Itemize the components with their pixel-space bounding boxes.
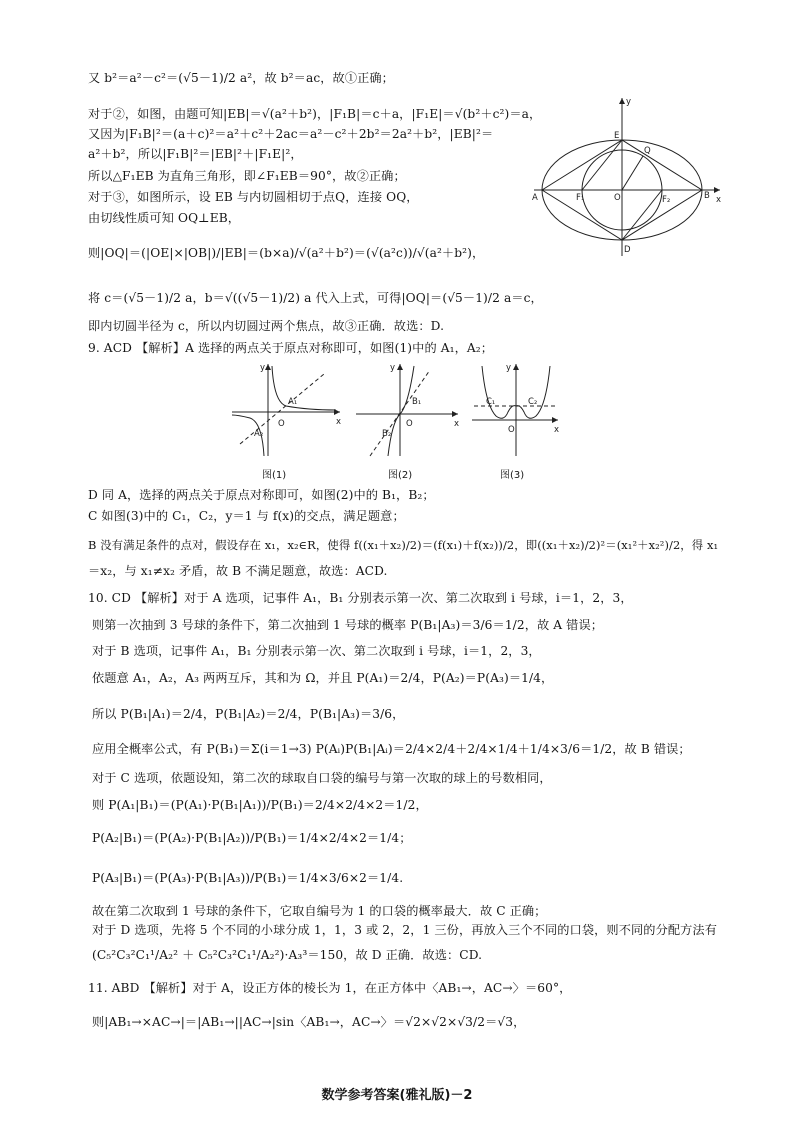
text-line: a²＋b²，所以|F₁B|²＝|EB|²＋|F₁E|²， (88, 147, 303, 161)
text-line: 应用全概率公式，有 P(B₁)＝Σ(i＝1→3) P(Aᵢ)P(B₁|Aᵢ)＝2/4×2/4＋2/4×1/4＋1/4×3/6＝1/2，故 B 错误； (92, 742, 691, 756)
x-axis-label: x (716, 195, 722, 205)
page-footer: 数学参考答案(雅礼版)－2 (321, 1088, 473, 1103)
text-line: 则 P(A₁|B₁)＝(P(A₁)·P(B₁|A₁))/P(B₁)＝2/4×2/4×2＝1/2， (92, 798, 428, 812)
x-axis-label: x (554, 425, 560, 435)
figure-caption: 图(1) (262, 470, 287, 481)
origin-label: O (278, 419, 285, 429)
point-label: B₂ (382, 429, 392, 439)
point-label: F₁ (576, 193, 585, 203)
ellipse-figure (530, 92, 730, 260)
text-line: 11. ABD 【解析】对于 A，设正方体的棱长为 1，在正方体中〈AB₁→，AC→〉＝60°， (88, 981, 572, 995)
y-axis-label: y (506, 363, 512, 373)
text-line: 将 c＝(√5－1)/2 a，b＝√((√5－1)/2) a 代入上式，可得|OQ|＝(√5－1)/2 a＝c， (88, 291, 543, 305)
y-axis-label: y (260, 363, 266, 373)
point-label: C₂ (528, 397, 538, 407)
graph-1 (228, 360, 346, 460)
point-label: F₂ (662, 195, 671, 205)
point-label: Q (644, 146, 651, 156)
text-line: 又因为|F₁B|²＝(a＋c)²＝a²＋c²＋2ac＝a²－c²＋2b²＝2a²＋b²，|EB|²＝ (88, 127, 494, 141)
text-line: 所以 P(B₁|A₁)＝2/4，P(B₁|A₂)＝2/4，P(B₁|A₃)＝3/6， (92, 707, 405, 721)
text-line: 则|AB₁→×AC→|＝|AB₁→||AC→|sin〈AB₁→，AC→〉＝√2×√2×√3/2＝√3， (92, 1015, 526, 1029)
text-line: P(A₂|B₁)＝(P(A₂)·P(B₁|A₂))/P(B₁)＝1/4×2/4×2＝1/4； (92, 831, 412, 845)
point-label: O (614, 193, 621, 203)
text-line: P(A₃|B₁)＝(P(A₃)·P(B₁|A₃))/P(B₁)＝1/4×3/6×2＝1/4. (92, 871, 404, 885)
text-line: B 没有满足条件的点对，假设存在 x₁，x₂∈R，使得 f((x₁＋x₂)/2)＝(f(x₁)＋f(x₂))/2，即((x₁＋x₂)/2)²＝(x₁²＋x₂²)/2，得 x₁ (88, 538, 719, 552)
text-line: (C₅²C₃²C₁¹/A₂² ＋ C₅²C₃²C₁¹/A₂²)·A₃³＝150，故 D 正确．故选：CD. (92, 948, 483, 962)
point-label: B (704, 191, 710, 201)
text-line: 9. ACD 【解析】A 选择的两点关于原点对称即可，如图(1)中的 A₁，A₂； (88, 341, 494, 355)
text-line: 依题意 A₁，A₂，A₃ 两两互斥，其和为 Ω，并且 P(A₁)＝2/4，P(A₂)＝P(A₃)＝1/4， (92, 671, 554, 685)
text-line: 对于 C 选项，依题设知，第二次的球取自口袋的编号与第一次取的球上的号数相同， (92, 771, 552, 785)
text-line: 则第一次抽到 3 号球的条件下，第二次抽到 1 号球的概率 P(B₁|A₃)＝3/6＝1/2，故 A 错误； (92, 618, 604, 632)
y-axis-label: y (390, 363, 396, 373)
x-axis-label: x (454, 419, 460, 429)
point-label: E (614, 131, 620, 141)
text-line: ＝x₂，与 x₁≠x₂ 矛盾，故 B 不满足题意，故选：ACD. (88, 564, 388, 578)
text-line: 所以△F₁EB 为直角三角形，即∠F₁EB＝90°，故②正确； (88, 169, 406, 183)
text-line: 即内切圆半径为 c，所以内切圆过两个焦点，故③正确．故选：D. (88, 319, 445, 333)
figure-caption: 图(3) (500, 470, 525, 481)
x-axis-label: x (336, 417, 342, 427)
point-label: A (532, 193, 538, 203)
text-line: 则|OQ|＝(|OE|×|OB|)/|EB|＝(b×a)/√(a²＋b²)＝(√(a²c))/√(a²＋b²)， (88, 246, 485, 260)
point-label: A₂ (254, 429, 264, 439)
origin-label: O (508, 425, 515, 435)
text-line: 又 b²＝a²－c²＝(√5－1)/2 a²，故 b²＝ac，故①正确； (88, 71, 394, 85)
text-line: 10. CD 【解析】对于 A 选项，记事件 A₁，B₁ 分别表示第一次、第二次取到 i 号球，i＝1，2，3， (88, 591, 633, 605)
text-line: 对于③，如图所示，设 EB 与内切圆相切于点Q，连接 OQ， (88, 190, 419, 204)
text-line: 对于②，如图，由题可知|EB|＝√(a²＋b²)，|F₁B|＝c＋a，|F₁E|＝√(b²＋c²)＝a， (88, 107, 542, 121)
point-label: C₁ (486, 397, 496, 407)
point-label: B₁ (412, 397, 422, 407)
text-line: 故在第二次取到 1 号球的条件下，它取自编号为 1 的口袋的概率最大．故 C 正确； (92, 904, 547, 918)
text-line: 由切线性质可知 OQ⊥EB， (88, 211, 241, 225)
text-line: 对于 D 选项，先将 5 个不同的小球分成 1，1，3 或 2，2，1 三份，再放入三个不同的口袋，则不同的分配方法有 (92, 923, 718, 937)
text-line: 对于 B 选项，记事件 A₁，B₁ 分别表示第一次、第二次取到 i 号球，i＝1，2，3， (92, 644, 541, 658)
origin-label: O (406, 419, 413, 429)
text-line: D 同 A，选择的两点关于原点对称即可，如图(2)中的 B₁，B₂； (88, 488, 435, 502)
graph-2 (352, 360, 464, 460)
point-label: D (624, 245, 631, 255)
point-label: A₁ (288, 397, 298, 407)
graph-3 (470, 360, 562, 460)
y-axis-label: y (626, 97, 632, 107)
figure-caption: 图(2) (388, 470, 413, 481)
text-line: C 如图(3)中的 C₁，C₂，y＝1 与 f(x)的交点，满足题意； (88, 509, 405, 523)
